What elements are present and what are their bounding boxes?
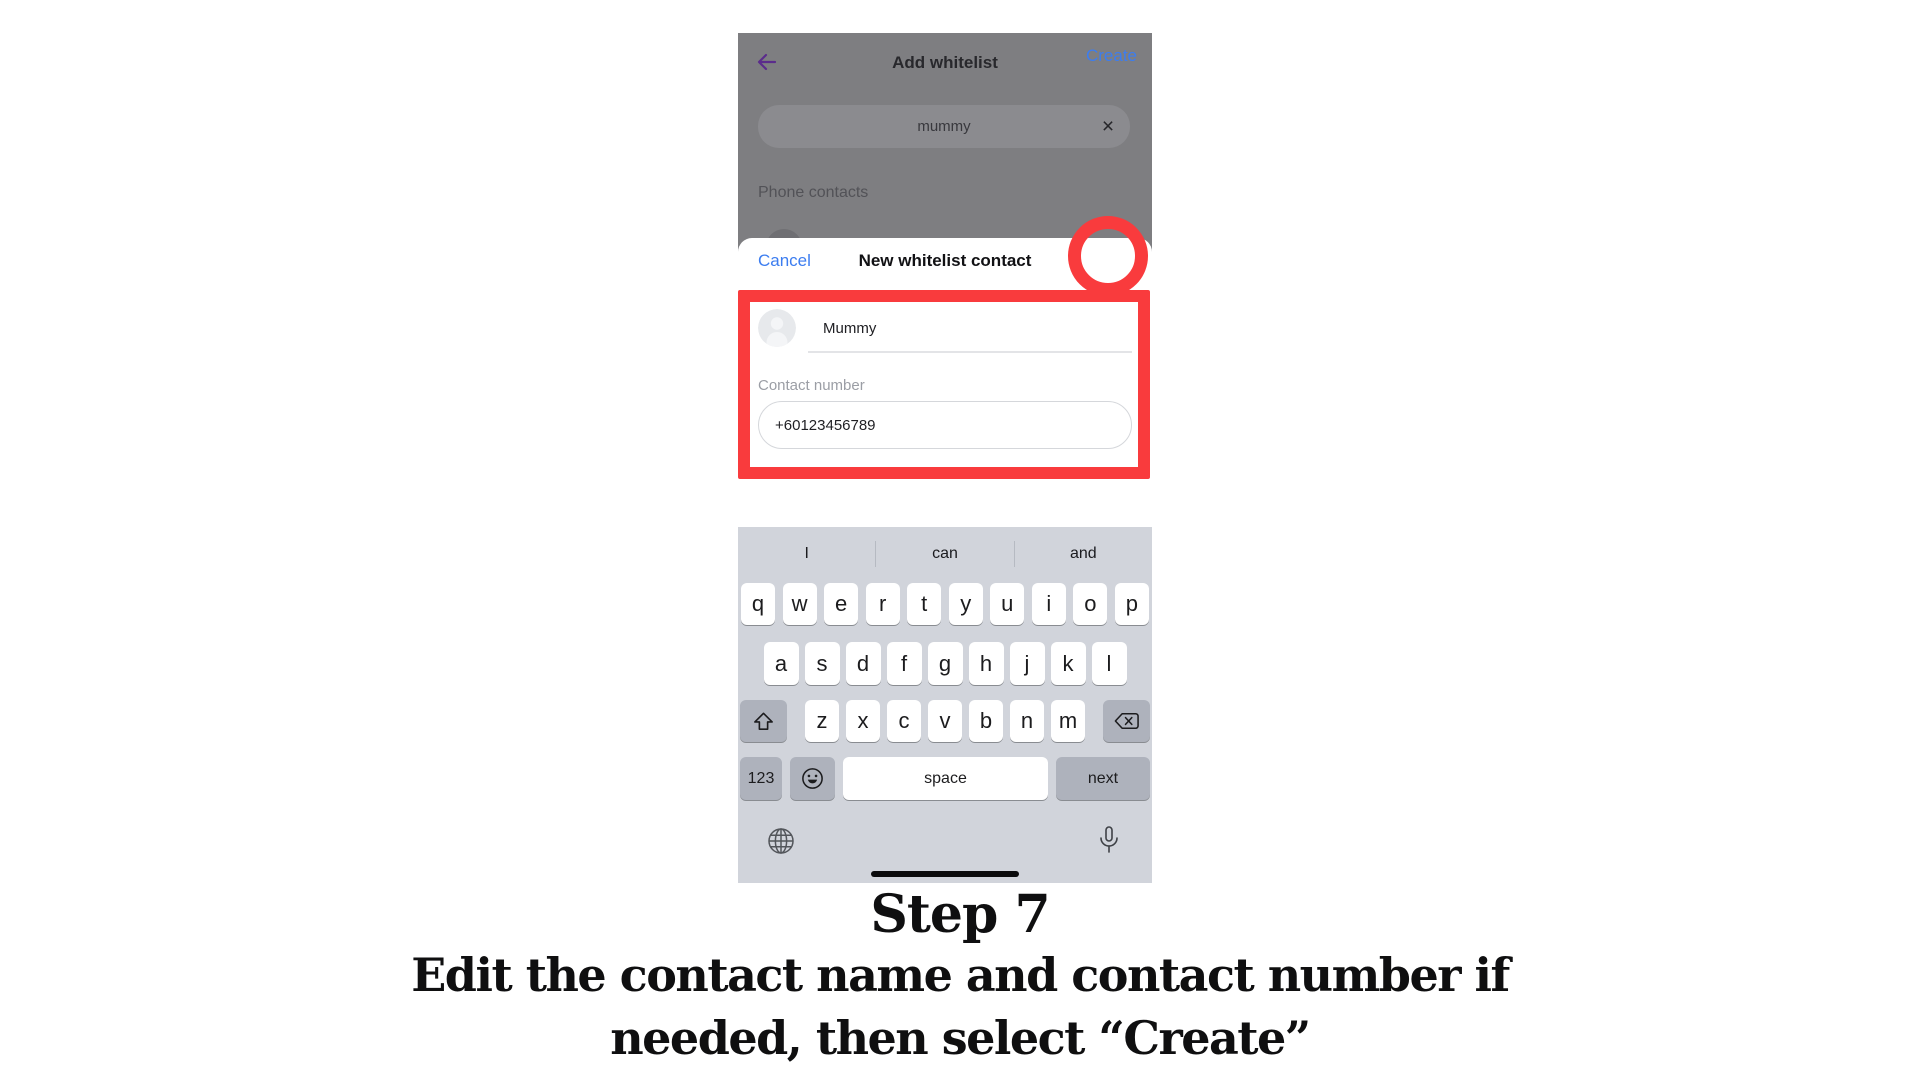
backspace-key[interactable]: [1103, 700, 1150, 742]
prediction-option[interactable]: I: [804, 544, 809, 562]
letter-key[interactable]: b: [969, 700, 1003, 742]
clear-search-icon[interactable]: ×: [1101, 115, 1115, 138]
sheet-title: New whitelist contact: [858, 251, 1032, 270]
contact-number-value: +60123456789: [775, 416, 876, 434]
sheet-header: [738, 238, 1152, 282]
emoji-key[interactable]: [790, 757, 835, 800]
numbers-key[interactable]: 123: [740, 757, 782, 800]
predictive-text-bar: [738, 527, 1152, 580]
keyboard-row-1: [738, 583, 1152, 625]
space-key[interactable]: space: [843, 757, 1048, 800]
letter-key[interactable]: a: [764, 642, 799, 685]
letter-key[interactable]: j: [1010, 642, 1045, 685]
letter-key[interactable]: z: [805, 700, 839, 742]
microphone-icon: [1096, 825, 1122, 857]
next-key[interactable]: next: [1056, 757, 1150, 800]
backspace-icon: [1113, 711, 1140, 731]
letter-key[interactable]: l: [1092, 642, 1127, 685]
caption-line-1: Edit the contact name and contact number if: [411, 948, 1509, 1002]
letter-key[interactable]: d: [846, 642, 881, 685]
letter-key[interactable]: k: [1051, 642, 1086, 685]
letter-key[interactable]: c: [887, 700, 921, 742]
home-indicator[interactable]: [871, 871, 1019, 877]
letter-key[interactable]: g: [928, 642, 963, 685]
keyboard-row-3: [738, 700, 1152, 742]
letter-key[interactable]: q: [741, 583, 775, 625]
shift-key[interactable]: [740, 700, 787, 742]
prediction-option[interactable]: and: [1069, 544, 1097, 562]
globe-icon: [766, 826, 796, 856]
letter-key[interactable]: p: [1115, 583, 1149, 625]
letter-key[interactable]: x: [846, 700, 880, 742]
letter-key[interactable]: m: [1051, 700, 1085, 742]
letter-key[interactable]: n: [1010, 700, 1044, 742]
letter-key[interactable]: f: [887, 642, 922, 685]
search-value: mummy: [917, 118, 971, 135]
letter-key[interactable]: v: [928, 700, 962, 742]
caption: [0, 886, 1920, 1070]
globe-key[interactable]: [766, 826, 796, 856]
dimmed-background-screen: [738, 33, 1152, 257]
name-field-underline: [808, 351, 1132, 353]
keyboard-row-4: [738, 757, 1152, 800]
phone-screenshot: [738, 33, 1152, 883]
letter-key[interactable]: t: [907, 583, 941, 625]
phone-contacts-label: Phone contacts: [758, 184, 869, 201]
contact-name-row: [758, 309, 876, 347]
letter-key[interactable]: e: [824, 583, 858, 625]
contact-number-input[interactable]: [758, 401, 1132, 449]
avatar: [758, 309, 796, 347]
letter-key[interactable]: y: [949, 583, 983, 625]
emoji-smiley-icon: [800, 766, 825, 791]
search-input[interactable]: [758, 105, 1130, 148]
ios-keyboard: [738, 527, 1152, 883]
create-button[interactable]: Create: [1085, 46, 1137, 65]
letter-key[interactable]: w: [783, 583, 817, 625]
keyboard-row-2: [738, 642, 1152, 685]
letter-key[interactable]: o: [1073, 583, 1107, 625]
contact-name-field[interactable]: Mummy: [823, 319, 877, 337]
letter-key[interactable]: r: [866, 583, 900, 625]
step-heading: Step 7: [870, 884, 1050, 945]
letter-key[interactable]: i: [1032, 583, 1066, 625]
letter-key[interactable]: h: [969, 642, 1004, 685]
letter-key[interactable]: u: [990, 583, 1024, 625]
caption-line-2: needed, then select “Create”: [610, 1011, 1310, 1065]
keyboard-row-3-letters: [805, 700, 1085, 742]
dictation-key[interactable]: [1094, 826, 1124, 856]
cancel-button[interactable]: Cancel: [758, 251, 811, 270]
shift-icon: [752, 710, 775, 733]
letter-key[interactable]: s: [805, 642, 840, 685]
prediction-option[interactable]: can: [932, 544, 958, 562]
page-title: Add whitelist: [892, 53, 998, 72]
contact-number-label: Contact number: [758, 377, 865, 394]
